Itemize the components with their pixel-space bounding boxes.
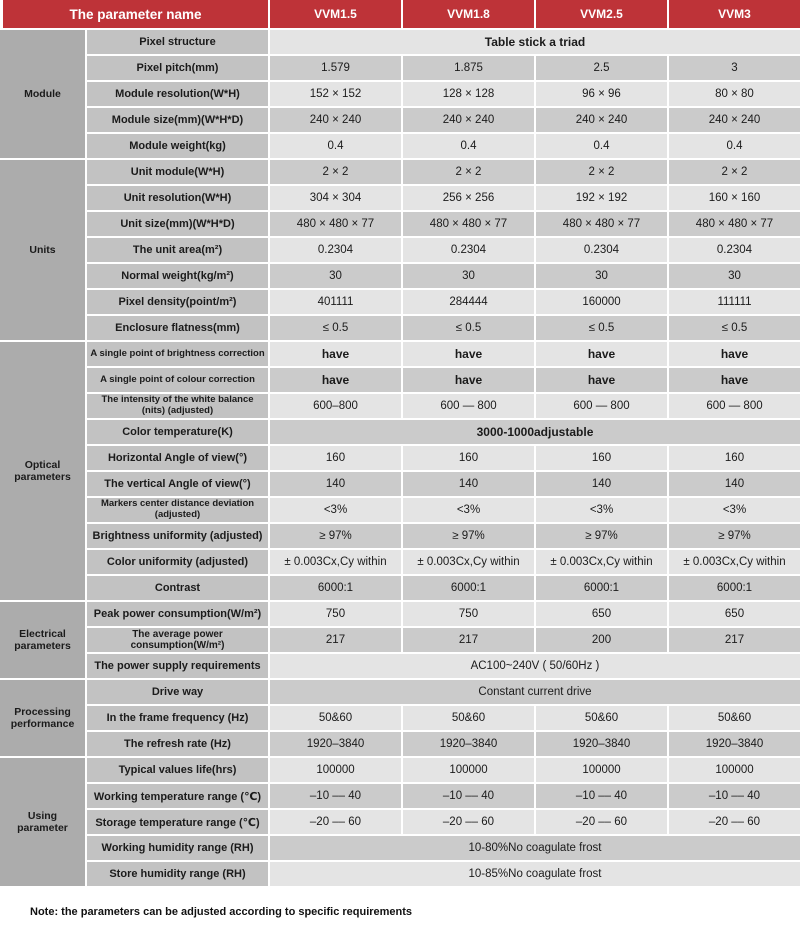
footnote: Note: the parameters can be adjusted according to specific requirements [30, 906, 413, 918]
value-the-unit-area-m-vvm1-8: 0.2304 [403, 238, 534, 262]
value-typical-values-life-hrs-vvm3: 100000 [669, 758, 800, 782]
category-processing-performance: Processing performance [0, 680, 85, 756]
value-unit-module-w-h-vvm2-5: 2 × 2 [536, 160, 667, 184]
value-color-uniformity-adjusted-vvm1-8: ± 0.003Cx,Cy within [403, 550, 534, 574]
value-color-uniformity-adjusted-vvm3: ± 0.003Cx,Cy within [669, 550, 800, 574]
value-storage-temperature-range-vvm1-8: –20 –– 60 [403, 810, 534, 834]
value-in-the-frame-frequency-hz-vvm1-8: 50&60 [403, 706, 534, 730]
value-unit-resolution-w-h-vvm2-5: 192 × 192 [536, 186, 667, 210]
row-label-pixel-density-point-m: Pixel density(point/m²) [87, 290, 268, 314]
value-horizontal-angle-of-view-vvm1-8: 160 [403, 446, 534, 470]
value-unit-size-mm-w-h-d-vvm3: 480 × 480 × 77 [669, 212, 800, 236]
value-the-intensity-of-the-white-balance-nits-adjusted-vvm3: 600 — 800 [669, 394, 800, 418]
row-label-horizontal-angle-of-view: Horizontal Angle of view(°) [87, 446, 268, 470]
row-label-unit-resolution-w-h: Unit resolution(W*H) [87, 186, 268, 210]
parameter-name-header: The parameter name [0, 0, 268, 28]
value-horizontal-angle-of-view-vvm3: 160 [669, 446, 800, 470]
value-pixel-density-point-m-vvm1-5: 401111 [270, 290, 401, 314]
row-label-pixel-structure: Pixel structure [87, 30, 268, 54]
table-header-row [0, 0, 800, 28]
value-pixel-pitch-mm-vvm1-8: 1.875 [403, 56, 534, 80]
value-a-single-point-of-colour-correction-vvm1-8: have [403, 368, 534, 392]
value-color-uniformity-adjusted-vvm1-5: ± 0.003Cx,Cy within [270, 550, 401, 574]
row-label-unit-size-mm-w-h-d: Unit size(mm)(W*H*D) [87, 212, 268, 236]
row-label-working-humidity-range-rh: Working humidity range (RH) [87, 836, 268, 860]
row-label-module-size-mm-w-h-d: Module size(mm)(W*H*D) [87, 108, 268, 132]
value-unit-module-w-h-vvm1-5: 2 × 2 [270, 160, 401, 184]
value-contrast-vvm2-5: 6000:1 [536, 576, 667, 600]
value-peak-power-consumption-w-m-vvm2-5: 650 [536, 602, 667, 626]
value-color-temperature-k-all: 3000-1000adjustable [270, 420, 800, 444]
value-the-refresh-rate-hz-vvm1-5: 1920–3840 [270, 732, 401, 756]
spec-table [0, 30, 800, 886]
value-contrast-vvm3: 6000:1 [669, 576, 800, 600]
value-unit-size-mm-w-h-d-vvm2-5: 480 × 480 × 77 [536, 212, 667, 236]
value-a-single-point-of-brightness-correction-vvm3: have [669, 342, 800, 366]
value-drive-way-all: Constant current drive [270, 680, 800, 704]
value-horizontal-angle-of-view-vvm2-5: 160 [536, 446, 667, 470]
value-module-size-mm-w-h-d-vvm1-5: 240 × 240 [270, 108, 401, 132]
value-module-weight-kg-vvm2-5: 0.4 [536, 134, 667, 158]
value-in-the-frame-frequency-hz-vvm2-5: 50&60 [536, 706, 667, 730]
value-normal-weight-kg-m-vvm3: 30 [669, 264, 800, 288]
value-storage-temperature-range-vvm3: –20 –– 60 [669, 810, 800, 834]
value-the-vertical-angle-of-view-vvm1-5: 140 [270, 472, 401, 496]
value-module-weight-kg-vvm3: 0.4 [669, 134, 800, 158]
category-using-parameter: Using parameter [0, 758, 85, 886]
value-the-refresh-rate-hz-vvm2-5: 1920–3840 [536, 732, 667, 756]
value-brightness-uniformity-adjusted-vvm1-8: ≥ 97% [403, 524, 534, 548]
value-unit-module-w-h-vvm3: 2 × 2 [669, 160, 800, 184]
model-column-header-vvm1.5: VVM1.5 [270, 0, 401, 28]
value-color-uniformity-adjusted-vvm2-5: ± 0.003Cx,Cy within [536, 550, 667, 574]
value-markers-center-distance-deviation-adjusted-vvm1-5: <3% [270, 498, 401, 522]
value-the-average-power-consumption-w-m-vvm1-8: 217 [403, 628, 534, 652]
value-contrast-vvm1-5: 6000:1 [270, 576, 401, 600]
value-peak-power-consumption-w-m-vvm3: 650 [669, 602, 800, 626]
row-label-the-vertical-angle-of-view: The vertical Angle of view(°) [87, 472, 268, 496]
row-label-drive-way: Drive way [87, 680, 268, 704]
value-normal-weight-kg-m-vvm2-5: 30 [536, 264, 667, 288]
model-column-header-vvm2.5: VVM2.5 [536, 0, 667, 28]
row-label-a-single-point-of-brightness-correction: A single point of brightness correction [87, 342, 268, 366]
value-the-intensity-of-the-white-balance-nits-adjusted-vvm2-5: 600 — 800 [536, 394, 667, 418]
value-the-intensity-of-the-white-balance-nits-adjusted-vvm1-8: 600 — 800 [403, 394, 534, 418]
value-the-average-power-consumption-w-m-vvm1-5: 217 [270, 628, 401, 652]
value-normal-weight-kg-m-vvm1-5: 30 [270, 264, 401, 288]
value-a-single-point-of-colour-correction-vvm2-5: have [536, 368, 667, 392]
value-unit-size-mm-w-h-d-vvm1-5: 480 × 480 × 77 [270, 212, 401, 236]
value-enclosure-flatness-mm-vvm1-5: ≤ 0.5 [270, 316, 401, 340]
value-brightness-uniformity-adjusted-vvm2-5: ≥ 97% [536, 524, 667, 548]
row-label-brightness-uniformity-adjusted: Brightness uniformity (adjusted) [87, 524, 268, 548]
value-module-size-mm-w-h-d-vvm2-5: 240 × 240 [536, 108, 667, 132]
value-storage-temperature-range-vvm1-5: –20 –– 60 [270, 810, 401, 834]
value-the-average-power-consumption-w-m-vvm2-5: 200 [536, 628, 667, 652]
row-label-in-the-frame-frequency-hz: In the frame frequency (Hz) [87, 706, 268, 730]
value-the-vertical-angle-of-view-vvm2-5: 140 [536, 472, 667, 496]
row-label-contrast: Contrast [87, 576, 268, 600]
model-column-header-vvm1.8: VVM1.8 [403, 0, 534, 28]
value-brightness-uniformity-adjusted-vvm1-5: ≥ 97% [270, 524, 401, 548]
row-label-pixel-pitch-mm: Pixel pitch(mm) [87, 56, 268, 80]
value-unit-resolution-w-h-vvm3: 160 × 160 [669, 186, 800, 210]
value-the-unit-area-m-vvm3: 0.2304 [669, 238, 800, 262]
value-the-refresh-rate-hz-vvm3: 1920–3840 [669, 732, 800, 756]
value-working-temperature-range-vvm2-5: –10 –– 40 [536, 784, 667, 808]
value-working-temperature-range-vvm1-5: –10 –– 40 [270, 784, 401, 808]
row-label-color-uniformity-adjusted: Color uniformity (adjusted) [87, 550, 268, 574]
value-peak-power-consumption-w-m-vvm1-8: 750 [403, 602, 534, 626]
value-enclosure-flatness-mm-vvm2-5: ≤ 0.5 [536, 316, 667, 340]
value-markers-center-distance-deviation-adjusted-vvm3: <3% [669, 498, 800, 522]
row-label-the-intensity-of-the-white-balance-nits-adjusted: The intensity of the white balance (nits) (adjusted) [87, 394, 268, 418]
value-markers-center-distance-deviation-adjusted-vvm1-8: <3% [403, 498, 534, 522]
value-pixel-density-point-m-vvm1-8: 284444 [403, 290, 534, 314]
value-unit-resolution-w-h-vvm1-8: 256 × 256 [403, 186, 534, 210]
value-pixel-density-point-m-vvm2-5: 160000 [536, 290, 667, 314]
value-the-refresh-rate-hz-vvm1-8: 1920–3840 [403, 732, 534, 756]
value-typical-values-life-hrs-vvm1-8: 100000 [403, 758, 534, 782]
value-module-size-mm-w-h-d-vvm1-8: 240 × 240 [403, 108, 534, 132]
value-the-vertical-angle-of-view-vvm3: 140 [669, 472, 800, 496]
value-module-resolution-w-h-vvm3: 80 × 80 [669, 82, 800, 106]
category-module: Module [0, 30, 85, 158]
value-module-resolution-w-h-vvm1-5: 152 × 152 [270, 82, 401, 106]
value-pixel-structure-all: Table stick a triad [270, 30, 800, 54]
value-pixel-pitch-mm-vvm1-5: 1.579 [270, 56, 401, 80]
row-label-color-temperature-k: Color temperature(K) [87, 420, 268, 444]
value-in-the-frame-frequency-hz-vvm3: 50&60 [669, 706, 800, 730]
value-working-humidity-range-rh-all: 10-80%No coagulate frost [270, 836, 800, 860]
row-label-module-weight-kg: Module weight(kg) [87, 134, 268, 158]
value-enclosure-flatness-mm-vvm3: ≤ 0.5 [669, 316, 800, 340]
category-units: Units [0, 160, 85, 340]
value-working-temperature-range-vvm3: –10 –– 40 [669, 784, 800, 808]
value-module-weight-kg-vvm1-8: 0.4 [403, 134, 534, 158]
row-label-peak-power-consumption-w-m: Peak power consumption(W/m²) [87, 602, 268, 626]
value-the-unit-area-m-vvm2-5: 0.2304 [536, 238, 667, 262]
value-a-single-point-of-brightness-correction-vvm1-8: have [403, 342, 534, 366]
category-optical-parameters: Optical parameters [0, 342, 85, 600]
value-contrast-vvm1-8: 6000:1 [403, 576, 534, 600]
value-storage-temperature-range-vvm2-5: –20 –– 60 [536, 810, 667, 834]
row-label-storage-temperature-range: Storage temperature range (℃) [87, 810, 268, 834]
model-column-header-vvm3: VVM3 [669, 0, 800, 28]
row-label-the-unit-area-m: The unit area(m²) [87, 238, 268, 262]
row-label-markers-center-distance-deviation-adjusted: Markers center distance deviation (adjusted) [87, 498, 268, 522]
row-label-the-average-power-consumption-w-m: The average power consumption(W/m²) [87, 628, 268, 652]
value-peak-power-consumption-w-m-vvm1-5: 750 [270, 602, 401, 626]
value-pixel-density-point-m-vvm3: 111111 [669, 290, 800, 314]
value-typical-values-life-hrs-vvm2-5: 100000 [536, 758, 667, 782]
value-markers-center-distance-deviation-adjusted-vvm2-5: <3% [536, 498, 667, 522]
value-working-temperature-range-vvm1-8: –10 –– 40 [403, 784, 534, 808]
value-store-humidity-range-rh-all: 10-85%No coagulate frost [270, 862, 800, 886]
row-label-module-resolution-w-h: Module resolution(W*H) [87, 82, 268, 106]
value-normal-weight-kg-m-vvm1-8: 30 [403, 264, 534, 288]
value-module-weight-kg-vvm1-5: 0.4 [270, 134, 401, 158]
category-electrical-parameters: Electrical parameters [0, 602, 85, 678]
row-label-normal-weight-kg-m: Normal weight(kg/m²) [87, 264, 268, 288]
value-module-resolution-w-h-vvm2-5: 96 × 96 [536, 82, 667, 106]
value-typical-values-life-hrs-vvm1-5: 100000 [270, 758, 401, 782]
value-the-average-power-consumption-w-m-vvm3: 217 [669, 628, 800, 652]
value-horizontal-angle-of-view-vvm1-5: 160 [270, 446, 401, 470]
value-unit-module-w-h-vvm1-8: 2 × 2 [403, 160, 534, 184]
value-a-single-point-of-brightness-correction-vvm1-5: have [270, 342, 401, 366]
value-the-unit-area-m-vvm1-5: 0.2304 [270, 238, 401, 262]
value-in-the-frame-frequency-hz-vvm1-5: 50&60 [270, 706, 401, 730]
value-enclosure-flatness-mm-vvm1-8: ≤ 0.5 [403, 316, 534, 340]
row-label-unit-module-w-h: Unit module(W*H) [87, 160, 268, 184]
value-unit-resolution-w-h-vvm1-5: 304 × 304 [270, 186, 401, 210]
row-label-the-power-supply-requirements: The power supply requirements [87, 654, 268, 678]
row-label-enclosure-flatness-mm: Enclosure flatness(mm) [87, 316, 268, 340]
value-the-power-supply-requirements-all: AC100~240V ( 50/60Hz ) [270, 654, 800, 678]
value-module-size-mm-w-h-d-vvm3: 240 × 240 [669, 108, 800, 132]
value-pixel-pitch-mm-vvm2-5: 2.5 [536, 56, 667, 80]
value-unit-size-mm-w-h-d-vvm1-8: 480 × 480 × 77 [403, 212, 534, 236]
row-label-typical-values-life-hrs: Typical values life(hrs) [87, 758, 268, 782]
row-label-the-refresh-rate-hz: The refresh rate (Hz) [87, 732, 268, 756]
row-label-a-single-point-of-colour-correction: A single point of colour correction [87, 368, 268, 392]
value-the-vertical-angle-of-view-vvm1-8: 140 [403, 472, 534, 496]
value-a-single-point-of-brightness-correction-vvm2-5: have [536, 342, 667, 366]
value-pixel-pitch-mm-vvm3: 3 [669, 56, 800, 80]
value-module-resolution-w-h-vvm1-8: 128 × 128 [403, 82, 534, 106]
value-brightness-uniformity-adjusted-vvm3: ≥ 97% [669, 524, 800, 548]
value-the-intensity-of-the-white-balance-nits-adjusted-vvm1-5: 600–800 [270, 394, 401, 418]
row-label-working-temperature-range: Working temperature range (℃) [87, 784, 268, 808]
row-label-store-humidity-range-rh: Store humidity range (RH) [87, 862, 268, 886]
value-a-single-point-of-colour-correction-vvm3: have [669, 368, 800, 392]
value-a-single-point-of-colour-correction-vvm1-5: have [270, 368, 401, 392]
